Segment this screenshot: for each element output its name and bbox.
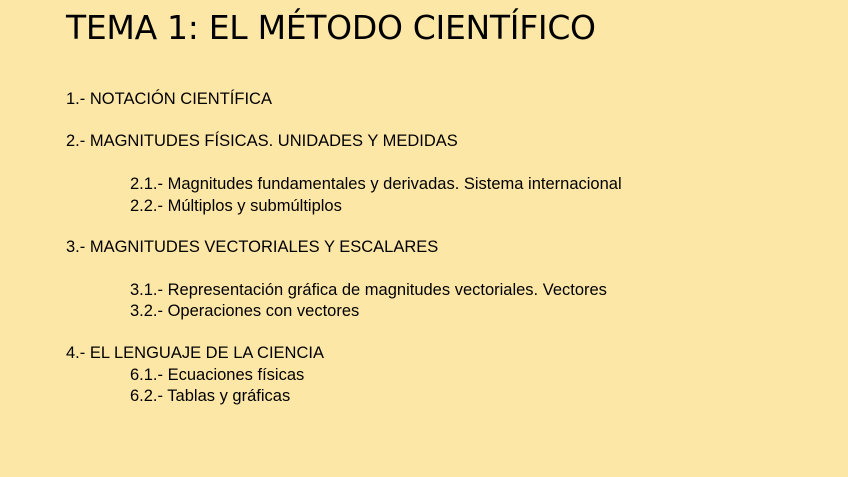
section-4: 4.- EL LENGUAJE DE LA CIENCIA bbox=[66, 344, 324, 362]
subsection-6-2: 6.2.- Tablas y gráficas bbox=[130, 387, 291, 405]
subsection-3-2: 3.2.- Operaciones con vectores bbox=[130, 302, 360, 320]
section-1: 1.- NOTACIÓN CIENTÍFICA bbox=[66, 90, 272, 108]
subsection-2-2: 2.2.- Múltiplos y submúltiplos bbox=[130, 197, 342, 215]
subsection-3-1: 3.1.- Representación gráfica de magnitudes vectoriales. Vectores bbox=[130, 281, 607, 299]
section-3: 3.- MAGNITUDES VECTORIALES Y ESCALARES bbox=[66, 238, 439, 256]
section-2: 2.- MAGNITUDES FÍSICAS. UNIDADES Y MEDIDAS bbox=[66, 132, 458, 150]
subsection-2-1: 2.1.- Magnitudes fundamentales y derivadas. Sistema internacional bbox=[130, 175, 622, 193]
slide-title: TEMA 1: EL MÉTODO CIENTÍFICO bbox=[66, 8, 596, 47]
subsection-6-1: 6.1.- Ecuaciones físicas bbox=[130, 366, 305, 384]
